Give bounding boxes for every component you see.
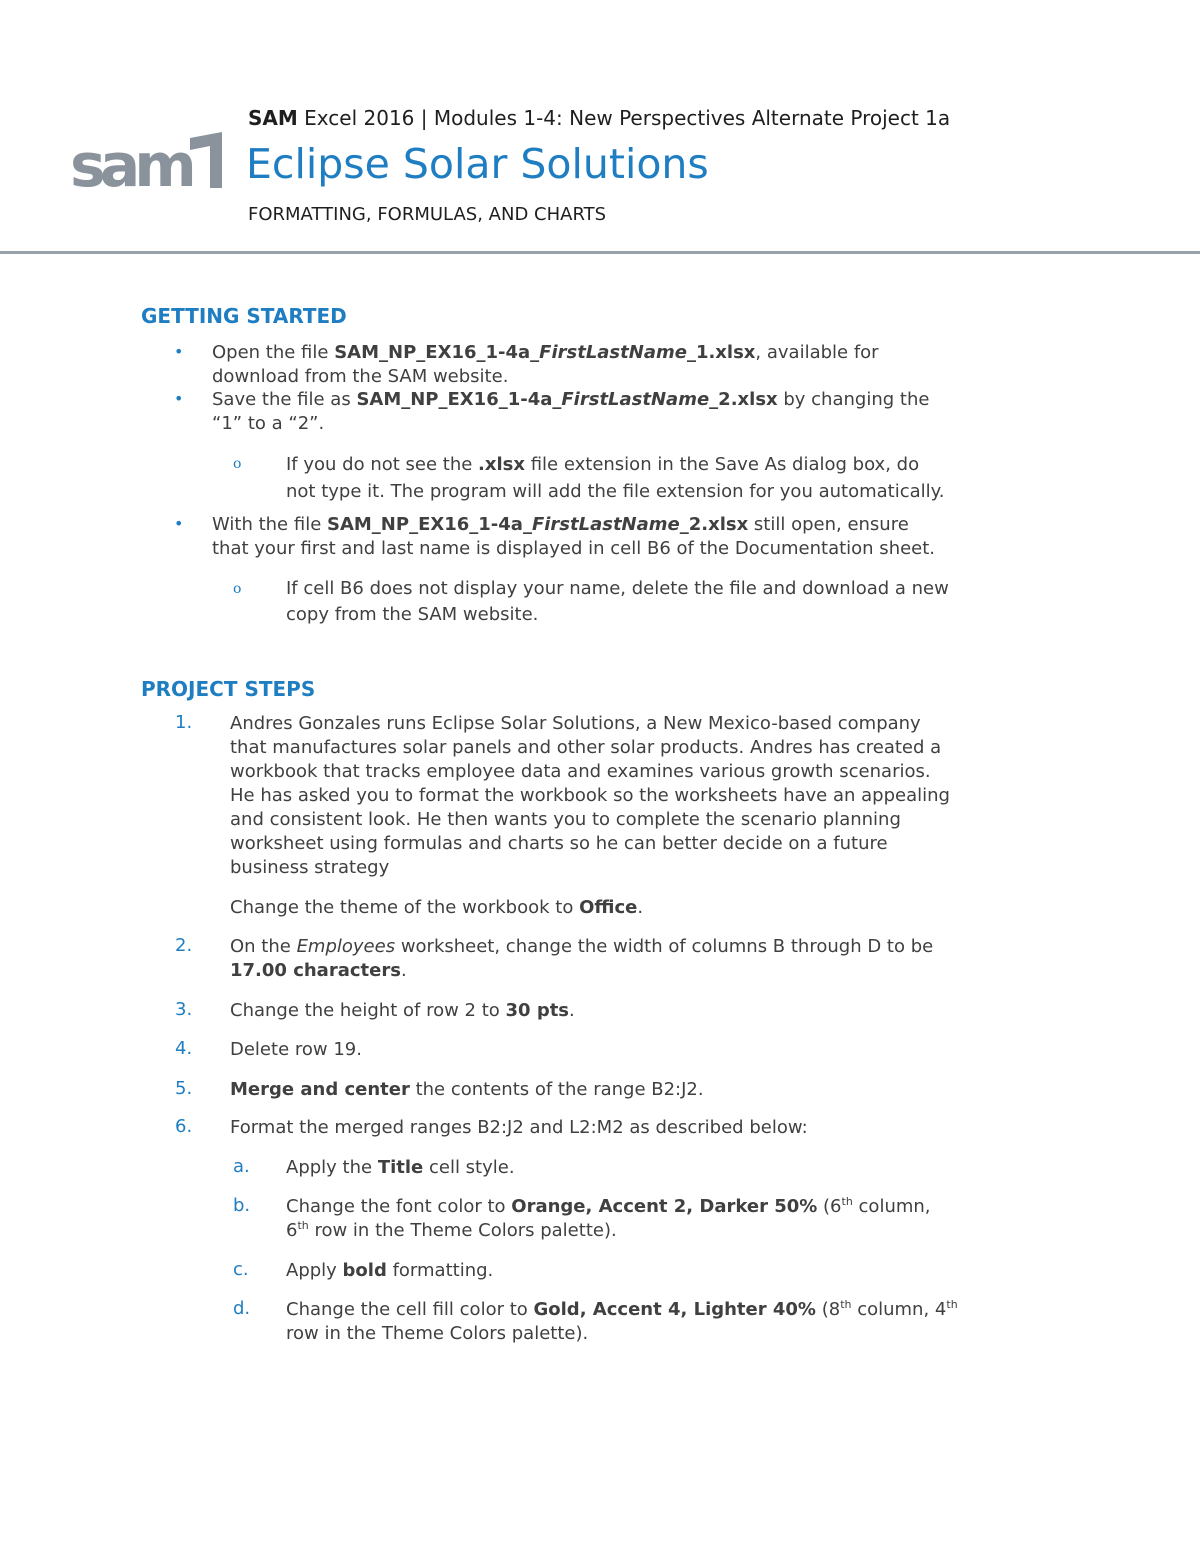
brand-label: SAM xyxy=(248,106,298,130)
step-6a-text: Apply the Title cell style. xyxy=(286,1157,515,1178)
gs-bullet-2: Save the file as SAM_NP_EX16_1-4a_FirstLastName_2.xlsx by changing the “1” to a “2”. xyxy=(212,389,930,434)
bullet-icon: • xyxy=(174,514,184,533)
step-number: 6. xyxy=(175,1116,193,1137)
header-divider xyxy=(0,251,1200,254)
step-6b-text: Change the font color to Orange, Accent 2, Darker 50% (6th column, 6th row in the Theme Colors palette). xyxy=(286,1195,931,1241)
sub-bullet-icon: o xyxy=(233,456,242,472)
step-number: 3. xyxy=(175,999,193,1020)
gs-bullet-1: Open the file SAM_NP_EX16_1-4a_FirstLastName_1.xlsx, available for download from the SAM website. xyxy=(212,342,879,387)
page-subtitle: FORMATTING, FORMULAS, AND CHARTS xyxy=(248,204,607,225)
step-1-instruction: Change the theme of the workbook to Office. xyxy=(230,897,644,918)
step-number: 4. xyxy=(175,1038,193,1059)
step-3-text: Change the height of row 2 to 30 pts. xyxy=(230,1000,575,1021)
substep-letter: a. xyxy=(233,1156,250,1177)
page-title: Eclipse Solar Solutions xyxy=(246,140,709,188)
sam-logo xyxy=(70,132,225,194)
substep-letter: d. xyxy=(233,1298,251,1319)
step-4-text: Delete row 19. xyxy=(230,1039,362,1060)
substep-letter: b. xyxy=(233,1195,251,1216)
course-label: Excel 2016 | Modules 1-4: New Perspectives Alternate Project 1a xyxy=(304,106,951,130)
bullet-icon: • xyxy=(174,342,184,361)
step-6-text: Format the merged ranges B2:J2 and L2:M2 as described below: xyxy=(230,1117,808,1138)
gs-sub-bullet-1: If you do not see the .xlsx file extension in the Save As dialog box, do not type it. The program will add the file extension for you automatically. xyxy=(286,454,945,502)
step-number: 1. xyxy=(175,712,193,733)
gs-sub-bullet-2: If cell B6 does not display your name, delete the file and download a new copy from the SAM website. xyxy=(286,578,949,625)
step-5-text: Merge and center the contents of the range B2:J2. xyxy=(230,1079,704,1100)
step-1-text: Andres Gonzales runs Eclipse Solar Solutions, a New Mexico-based company that manufactures solar panels and other solar products. Andres has created a workbook that tracks employee data and examines various growth scenarios. He has asked you to format the workbook so the worksheets have an appealing and consistent look. He then wants you to complete the scenario planning worksheet using formulas and charts so he can better decide on a future business strategy xyxy=(230,713,950,878)
sub-bullet-icon: o xyxy=(233,581,242,597)
step-6c-text: Apply bold formatting. xyxy=(286,1260,494,1281)
course-line xyxy=(248,106,950,130)
logo-wordmark: sam xyxy=(70,132,191,194)
step-6d-text: Change the cell fill color to Gold, Accent 4, Lighter 40% (8th column, 4th row in the Theme Colors palette). xyxy=(286,1298,958,1344)
step-2-text: On the Employees worksheet, change the width of columns B through D to be 17.00 characters. xyxy=(230,936,934,981)
substep-letter: c. xyxy=(233,1259,249,1280)
step-number: 2. xyxy=(175,935,193,956)
gs-bullet-3: With the file SAM_NP_EX16_1-4a_FirstLastName_2.xlsx still open, ensure that your first and last name is displayed in cell B6 of the Documentation sheet. xyxy=(212,514,936,559)
bullet-icon: • xyxy=(174,389,184,408)
step-number: 5. xyxy=(175,1078,193,1099)
getting-started-heading: GETTING STARTED xyxy=(141,304,347,328)
project-steps-heading: PROJECT STEPS xyxy=(141,677,316,701)
